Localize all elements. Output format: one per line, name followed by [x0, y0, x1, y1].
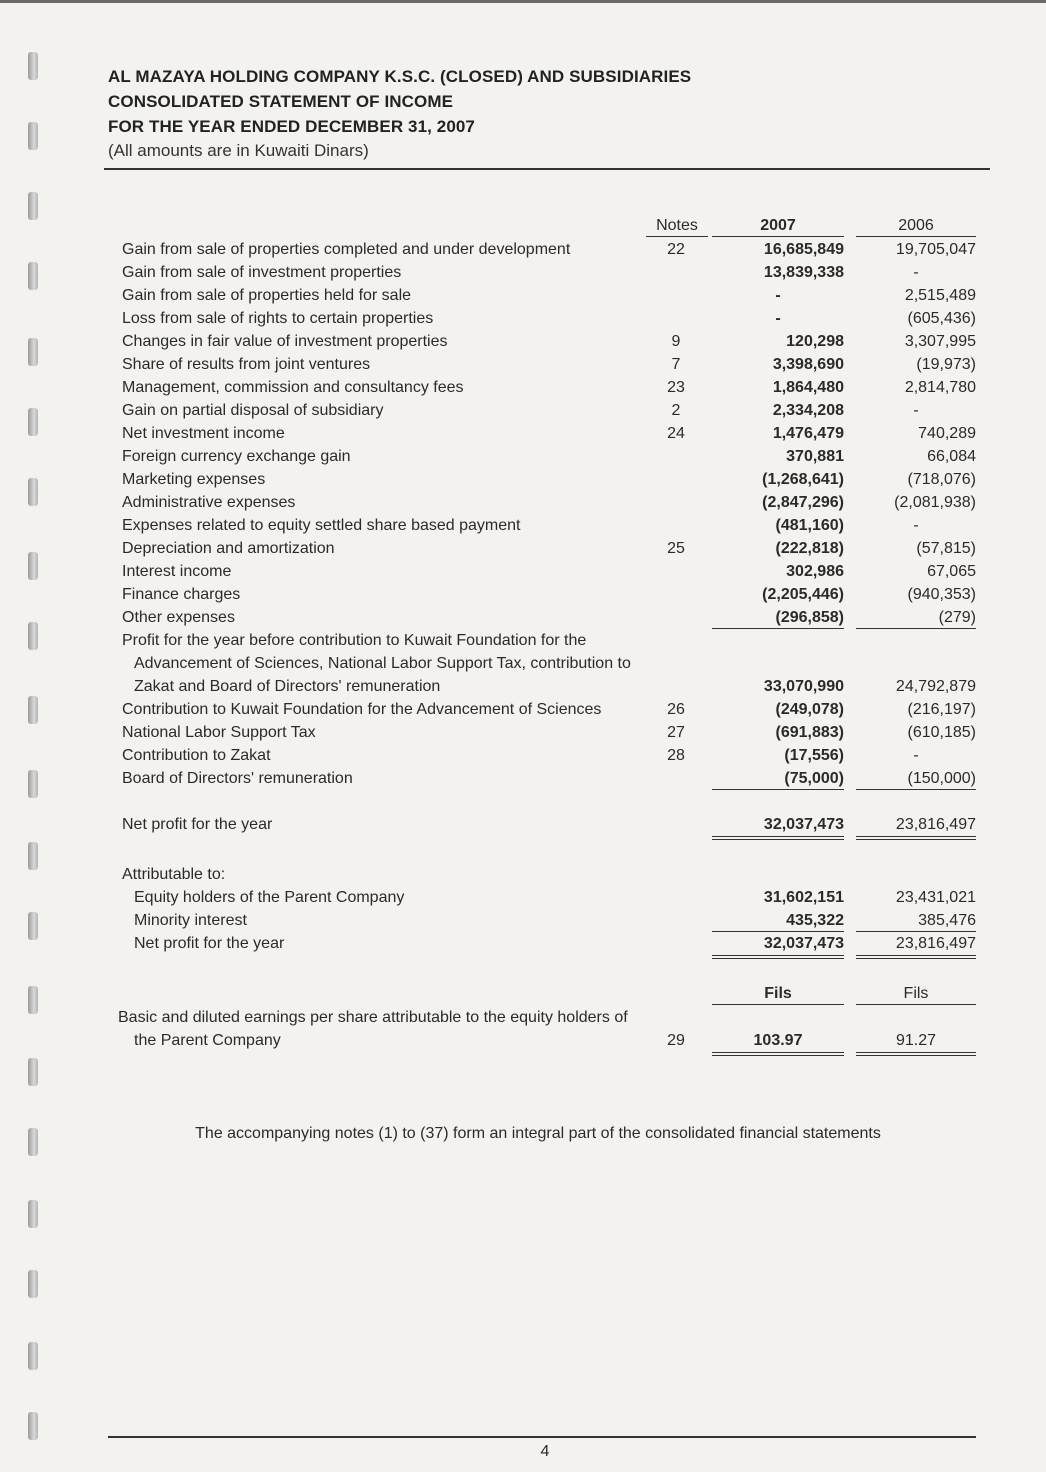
row-value-2006: (279)	[856, 606, 976, 629]
table-row	[0, 537, 1046, 560]
header-rule	[104, 168, 990, 170]
binder-hole	[28, 1342, 38, 1370]
row-value-2006: 23,816,497	[856, 932, 976, 955]
binder-hole	[28, 1058, 38, 1086]
profit-before-label: Zakat and Board of Directors' remuneration	[134, 678, 441, 695]
row-label: Contribution to Kuwait Foundation for the Advancement of Sciences	[122, 701, 602, 718]
row-label: Net investment income	[122, 425, 285, 442]
row-value-2006: (718,076)	[907, 471, 976, 488]
profit-before-label: Advancement of Sciences, National Labor Support Tax, contribution to	[134, 655, 631, 672]
table-row	[0, 886, 1046, 909]
profit-before-label: Profit for the year before contribution to Kuwait Foundation for the	[122, 632, 587, 649]
eps-2006: 91.27	[856, 1029, 976, 1052]
table-row	[0, 238, 1046, 261]
page-number: 4	[540, 1443, 550, 1460]
row-note: 25	[667, 540, 685, 557]
net-profit-2006: 23,816,497	[856, 813, 976, 836]
row-label: Foreign currency exchange gain	[122, 448, 351, 465]
row-note: 24	[667, 425, 685, 442]
row-note: 27	[667, 724, 685, 741]
notes-header: Notes	[646, 214, 708, 237]
row-label: Management, commission and consultancy fees	[122, 379, 464, 396]
company-name: AL MAZAYA HOLDING COMPANY K.S.C. (CLOSED) AND SUBSIDIARIES	[108, 67, 692, 86]
table-row	[0, 284, 1046, 307]
row-value-2006: (57,815)	[916, 540, 976, 557]
row-label: Board of Directors' remuneration	[122, 770, 353, 787]
row-label: Loss from sale of rights to certain properties	[122, 310, 434, 327]
statement-header	[108, 64, 990, 162]
row-value-2006: 67,065	[927, 563, 976, 580]
table-row	[0, 399, 1046, 422]
table-row	[0, 932, 1046, 955]
table-row	[0, 560, 1046, 583]
eps-2007: 103.97	[712, 1029, 844, 1052]
row-value-2007: 31,602,151	[763, 889, 844, 906]
row-label: Finance charges	[122, 586, 241, 603]
row-note: 23	[667, 379, 685, 396]
eps-line1	[0, 1006, 1046, 1029]
row-value-2007: (17,556)	[784, 747, 844, 764]
row-value-2006: -	[913, 264, 919, 281]
row-note: 26	[667, 701, 685, 718]
row-note: 7	[671, 356, 681, 373]
eps-label: Basic and diluted earnings per share attributable to the equity holders of	[118, 1009, 628, 1026]
row-value-2007: (691,883)	[775, 724, 844, 741]
row-note: 9	[671, 333, 681, 350]
eps-unit-2007: Fils	[712, 982, 844, 1005]
net-profit-label: Net profit for the year	[122, 816, 273, 833]
year-2007-header: 2007	[712, 214, 844, 237]
table-row	[0, 767, 1046, 790]
row-value-2007: 120,298	[786, 333, 844, 350]
top-rule	[0, 0, 1046, 3]
row-note: 2	[671, 402, 681, 419]
footer-rule	[108, 1436, 976, 1438]
eps-note: 29	[667, 1032, 685, 1049]
table-row	[0, 422, 1046, 445]
currency-note: (All amounts are in Kuwaiti Dinars)	[108, 141, 369, 160]
row-value-2007: 302,986	[786, 563, 844, 580]
net-profit-2007: 32,037,473	[712, 813, 844, 836]
row-value-2007: (222,818)	[775, 540, 844, 557]
row-label: Other expenses	[122, 609, 235, 626]
row-label: Changes in fair value of investment properties	[122, 333, 448, 350]
profit-before-line2	[0, 652, 1046, 675]
row-value-2006: 385,476	[856, 909, 976, 932]
row-value-2006: -	[913, 747, 919, 764]
attributable-heading: Attributable to:	[122, 866, 226, 883]
table-row	[0, 353, 1046, 376]
row-value-2007: (2,205,446)	[762, 586, 844, 603]
row-value-2007: 370,881	[786, 448, 844, 465]
row-value-2006: 19,705,047	[895, 241, 976, 258]
table-row	[0, 909, 1046, 932]
row-value-2007: -	[775, 287, 781, 304]
row-value-2007: 2,334,208	[772, 402, 844, 419]
row-label: Expenses related to equity settled share based payment	[122, 517, 521, 534]
profit-before-row	[0, 675, 1046, 698]
net-profit-row	[0, 813, 1046, 836]
row-value-2006: 3,307,995	[904, 333, 976, 350]
statement-title: CONSOLIDATED STATEMENT OF INCOME	[108, 92, 454, 111]
row-label: Minority interest	[134, 912, 247, 929]
binder-hole	[28, 1270, 38, 1298]
row-note: 22	[667, 241, 685, 258]
row-value-2006: 2,814,780	[904, 379, 976, 396]
row-label: Interest income	[122, 563, 232, 580]
profit-before-line1	[0, 629, 1046, 652]
row-label: Gain from sale of investment properties	[122, 264, 402, 281]
row-value-2006: 66,084	[927, 448, 976, 465]
row-value-2007: (75,000)	[712, 767, 844, 790]
row-label: Contribution to Zakat	[122, 747, 271, 764]
table-row	[0, 330, 1046, 353]
table-row	[0, 491, 1046, 514]
eps-unit-row	[0, 982, 1046, 1005]
statement-period: FOR THE YEAR ENDED DECEMBER 31, 2007	[108, 117, 475, 136]
row-label: Net profit for the year	[134, 935, 285, 952]
row-value-2006: (610,185)	[907, 724, 976, 741]
binder-hole	[28, 122, 38, 150]
binder-hole	[28, 1412, 38, 1440]
table-row	[0, 445, 1046, 468]
row-label: Gain from sale of properties held for sale	[122, 287, 412, 304]
row-value-2007: 13,839,338	[763, 264, 844, 281]
row-value-2006: -	[913, 402, 919, 419]
row-value-2006: (940,353)	[907, 586, 976, 603]
row-label: National Labor Support Tax	[122, 724, 316, 741]
row-value-2007: (249,078)	[775, 701, 844, 718]
row-value-2007: 435,322	[712, 909, 844, 932]
row-value-2006: (150,000)	[856, 767, 976, 790]
row-label: Marketing expenses	[122, 471, 266, 488]
profit-before-2006: 24,792,879	[895, 678, 976, 695]
row-value-2007: -	[775, 310, 781, 327]
row-value-2006: (2,081,938)	[894, 494, 976, 511]
row-value-2007: (481,160)	[775, 517, 844, 534]
row-value-2007: 32,037,473	[712, 932, 844, 955]
profit-before-2007: 33,070,990	[763, 678, 844, 695]
row-label: Gain on partial disposal of subsidiary	[122, 402, 384, 419]
table-row	[0, 261, 1046, 284]
column-headers	[0, 214, 1046, 237]
eps-row	[0, 1029, 1046, 1052]
row-label: Equity holders of the Parent Company	[134, 889, 405, 906]
row-value-2007: 1,864,480	[772, 379, 844, 396]
row-note: 28	[667, 747, 685, 764]
eps-unit-2006: Fils	[856, 982, 976, 1005]
table-row	[0, 606, 1046, 629]
table-row	[0, 583, 1046, 606]
table-row	[0, 514, 1046, 537]
row-label: Depreciation and amortization	[122, 540, 335, 557]
row-label: Gain from sale of properties completed and under development	[122, 241, 571, 258]
eps-label: the Parent Company	[134, 1032, 281, 1049]
table-row	[0, 721, 1046, 744]
row-value-2007: (1,268,641)	[762, 471, 844, 488]
row-value-2006: (216,197)	[907, 701, 976, 718]
row-value-2007: (2,847,296)	[762, 494, 844, 511]
row-value-2006: (19,973)	[916, 356, 976, 373]
row-value-2006: 23,431,021	[895, 889, 976, 906]
row-value-2007: 16,685,849	[763, 241, 844, 258]
row-value-2006: 2,515,489	[904, 287, 976, 304]
table-row	[0, 698, 1046, 721]
row-value-2006: 740,289	[918, 425, 976, 442]
row-value-2006: -	[913, 517, 919, 534]
binder-hole	[28, 1200, 38, 1228]
year-2006-header: 2006	[856, 214, 976, 237]
row-value-2006: (605,436)	[907, 310, 976, 327]
row-label: Share of results from joint ventures	[122, 356, 371, 373]
attributable-heading-row	[0, 863, 1046, 886]
table-row	[0, 744, 1046, 767]
row-value-2007: (296,858)	[712, 606, 844, 629]
table-row	[0, 376, 1046, 399]
table-row	[0, 468, 1046, 491]
binder-hole	[28, 52, 38, 80]
table-row	[0, 307, 1046, 330]
row-value-2007: 1,476,479	[772, 425, 844, 442]
row-value-2007: 3,398,690	[772, 356, 844, 373]
footnote: The accompanying notes (1) to (37) form an integral part of the consolidated financial statements	[195, 1125, 881, 1142]
row-label: Administrative expenses	[122, 494, 296, 511]
